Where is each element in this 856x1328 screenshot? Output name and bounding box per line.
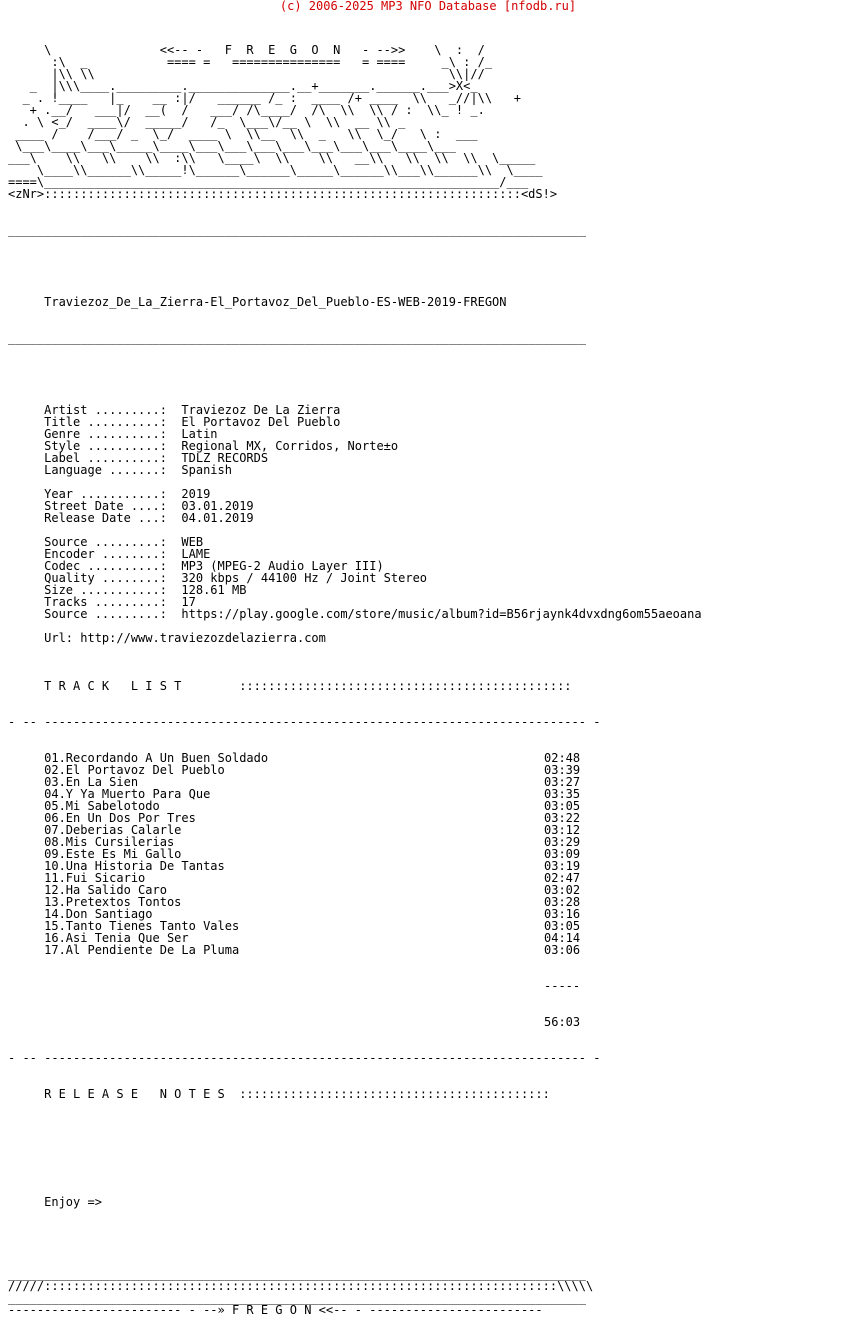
info-line: Year ...........: 2019 [8,487,211,501]
track-duration: 03:19 [544,859,581,873]
rule-top: ________________________________________________________________________________ [8,223,586,237]
ascii-art-line: \___\____\___\_____\____\___\___\___\___\___\___\___\____\___ [8,139,456,153]
track-title: 03.En La Sien [8,775,139,789]
track-duration: 03:12 [544,823,581,837]
track-row [8,884,702,896]
total-duration: 56:03 [544,1015,581,1029]
ascii-art-line: . \ <_/ ____\/ _____/ /_ \___\/__ \ \\ __ \\ _ [8,115,406,129]
ascii-art-line: :\ _ ==== = =============== = ==== _\ : /_ [8,55,493,69]
site-header: (c) 2006-2025 MP3 NFO Database [nfodb.ru] [279,0,577,13]
footer-line: ------------------------ - --» F R E G O N <<-- - ------------------------ [8,1303,543,1317]
ascii-art-line: _ . !____ |_ __ :|/ ______ /_ : ____ /+ ____ \\ _//|\\ + [8,91,521,105]
info-line: Url: http://www.traviezozdelazierra.com [8,631,326,645]
track-duration: 03:06 [544,943,581,957]
ascii-art-line: + .__/ ___|/ __( / ___/ /\____/ /\ \\ \\ / : \\_ ! _. [8,103,485,117]
track-title: 14.Don Santiago [8,907,153,921]
track-row [8,896,702,908]
track-title: 15.Tanto Tienes Tanto Vales [8,919,240,933]
track-title: 12.Ha Salido Caro [8,883,167,897]
track-duration: 03:22 [544,811,581,825]
ascii-art-line: ____ / /___/ _ \_/ ____ \ \\__ \\ _ \\ \_/ \ : ___ [8,127,478,141]
track-title: 05.Mi Sabelotodo [8,799,160,813]
info-line [8,644,702,656]
track-duration: 03:05 [544,799,581,813]
rule-under-release: ________________________________________________________________________________ [8,331,586,345]
info-line: Language .......: Spanish [8,463,232,477]
track-duration: 03:09 [544,847,581,861]
spacer [8,368,702,380]
spacer [8,1232,702,1244]
release-name: Traviezoz_De_La_Zierra-El_Portavoz_Del_Pueblo-ES-WEB-2019-FREGON [8,295,507,309]
track-list [8,752,702,956]
track-row [8,932,702,944]
track-duration: 03:27 [544,775,581,789]
info-line: Release Date ...: 04.01.2019 [8,511,254,525]
track-title: 17.Al Pendiente De La Pluma [8,943,240,957]
track-duration: 03:28 [544,895,581,909]
info-line: Codec ..........: MP3 (MPEG-2 Audio Layer III) [8,559,384,573]
footer-line: /////:::::::::::::::::::::::::::::::::::::::::::::::::::::::::::::::::::::::\\\\\ [8,1279,594,1293]
ascii-art-line: |\\ \\ \\|// [8,67,485,81]
track-title: 13.Pretextos Tontos [8,895,182,909]
total-row [8,1016,702,1028]
ascii-art-line: _ |\\\____._________.______________.__+_______.______.___>X<_ [8,79,478,93]
ascii-art-logo [8,44,702,200]
ascii-art-line: ___\ \\ \\ \\ :\\ \____\ \\ \\ __\\ \\ \\ \\ \_____ [8,151,536,165]
info-line: Genre ..........: Latin [8,427,218,441]
track-title: 04.Y Ya Muerto Para Que [8,787,211,801]
nfo-document [8,20,702,1328]
track-duration: 03:05 [544,919,581,933]
info-line: Label ..........: TDLZ RECORDS [8,451,269,465]
track-title: 07.Deberias Calarle [8,823,182,837]
info-line: Source .........: https://play.google.com/store/music/album?id=B56rjaynk4dvxdng6om55aeoana [8,607,702,621]
track-title: 06.En Un Dos Por Tres [8,811,196,825]
track-row [8,908,702,920]
track-duration: 03:35 [544,787,581,801]
info-line: Style ..........: Regional MX, Corridos, Norte±o [8,439,399,453]
track-title: 09.Este Es Mi Gallo [8,847,182,861]
track-row [8,872,702,884]
footer-line: ________________________________________________________________________________ [8,1291,586,1305]
footer-line: ________________________________________________________________________________ [8,1267,586,1281]
info-line: Source .........: WEB [8,535,204,549]
total-rule-row [8,980,702,992]
enjoy-text: Enjoy => [8,1195,102,1209]
spacer [8,1124,702,1136]
info-line: Quality ........: 320 kbps / 44100 Hz / Joint Stereo [8,571,428,585]
spacer [8,1160,702,1172]
info-line: Artist .........: Traviezoz De La Zierra [8,403,341,417]
track-duration: 02:47 [544,871,581,885]
info-line: Encoder ........: LAME [8,547,211,561]
track-title: 10.Una Historia De Tantas [8,859,225,873]
info-line: Title ..........: El Portavoz Del Pueblo [8,415,341,429]
track-duration: 03:39 [544,763,581,777]
track-row [8,944,702,956]
tracklist-rule-top: - -- --------------------------------------------------------------------------- - [8,715,601,729]
spacer [8,260,702,272]
release-notes-rule: - -- --------------------------------------------------------------------------- - [8,1051,601,1065]
release-info-block [8,404,702,656]
release-notes-header: R E L E A S E N O T E S ::::::::::::::::::::::::::::::::::::::::::: [8,1087,550,1101]
nfo-footer [8,1268,702,1316]
track-duration: 03:16 [544,907,581,921]
info-line: Street Date ....: 03.01.2019 [8,499,254,513]
track-duration: 04:14 [544,931,581,945]
track-duration: 03:02 [544,883,581,897]
info-line: Size ...........: 128.61 MB [8,583,247,597]
total-rule: ----- [544,979,581,993]
track-duration: 02:48 [544,751,581,765]
ascii-art-line: \____\\______\\_____!\______\______\_____\______\\___\\______\\ \____ [8,163,543,177]
track-title: 16.Asi Tenia Que Ser [8,931,189,945]
track-row [8,920,702,932]
track-title: 02.El Portavoz Del Pueblo [8,763,225,777]
tracklist-header: T R A C K L I S T :::::::::::::::::::::::::::::::::::::::::::::: [8,679,572,693]
ascii-art-line: \ <<-- - F R E G O N - -->> \ : / [8,43,485,57]
ascii-art-line: ====\_______________________________________________________________/___ [8,175,529,189]
track-title: 01.Recordando A Un Buen Soldado [8,751,269,765]
info-line: Tracks .........: 17 [8,595,196,609]
track-title: 08.Mis Cursilerias [8,835,175,849]
track-duration: 03:29 [544,835,581,849]
ascii-art-line: <zNr>::::::::::::::::::::::::::::::::::::::::::::::::::::::::::::::::::<dS!> [8,187,558,201]
track-title: 11.Fui Sicario [8,871,146,885]
